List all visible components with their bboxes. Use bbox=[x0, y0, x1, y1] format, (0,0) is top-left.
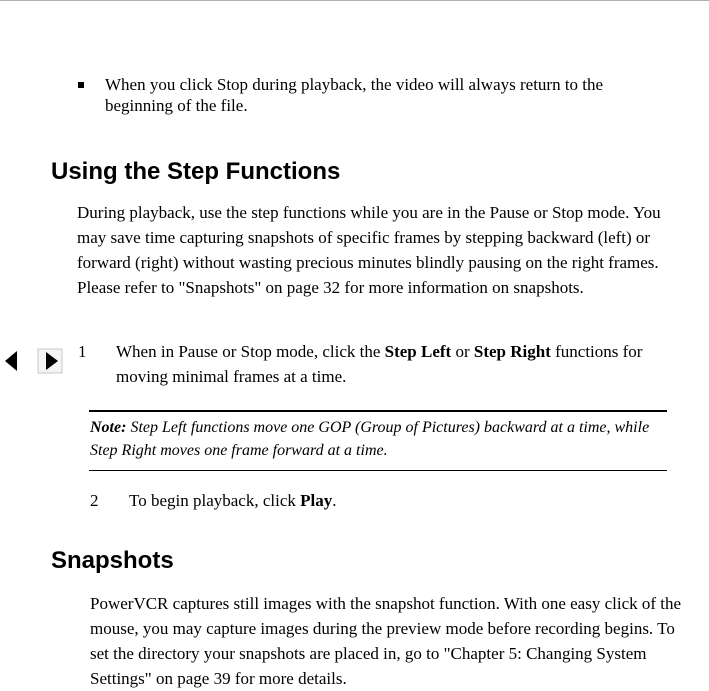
step-right-icon bbox=[37, 348, 63, 374]
step-2-text-before: To begin playback, click bbox=[129, 491, 301, 510]
bullet-text: When you click Stop during playback, the video will always return to the beginning of the file. bbox=[105, 75, 604, 115]
step-functions-paragraph: During playback, use the step functions while you are in the Pause or Stop mode. You may save time capturing snapshots of specific frames by stepping backward (left) or forward (right) without wasting precious minutes blindly pausing on the right frames. Please refer to "Snapshots" on page 32 for more information on snapshots. bbox=[77, 203, 661, 297]
note-top-rule bbox=[89, 410, 667, 412]
step-2-text-after: . bbox=[332, 491, 337, 510]
step-left-icon bbox=[2, 348, 20, 374]
note-label: Note: bbox=[90, 419, 127, 436]
step-1-text-before: When in Pause or Stop mode, click the bbox=[116, 342, 385, 361]
play-label: Play bbox=[300, 491, 333, 510]
snapshots-paragraph: PowerVCR captures still images with the snapshot function. With one easy click of the mouse, you may capture images during the preview mode before recording begins. To set the directory your snapshots are placed in, go to "Chapter 5: Changing System Settings" on page 39 for more details. bbox=[90, 594, 682, 688]
note-bottom-rule bbox=[89, 470, 667, 471]
section-heading-step-functions: Using the Step Functions bbox=[51, 158, 341, 185]
section-heading-snapshots: Snapshots bbox=[51, 547, 174, 574]
step-2-text bbox=[129, 488, 629, 513]
step-1-number: 1 bbox=[78, 342, 87, 361]
bullet-marker bbox=[78, 82, 84, 88]
step-buttons-illustration bbox=[0, 348, 64, 374]
step-left-label: Step Left bbox=[384, 342, 452, 361]
step-2-number: 2 bbox=[90, 491, 99, 510]
step-1-text-or: or bbox=[451, 342, 474, 361]
step-right-label: Step Right bbox=[473, 342, 551, 361]
note-text: Step Left functions move one GOP (Group of Pictures) backward at a time, while Step Right moves one frame forward at a time. bbox=[90, 419, 650, 459]
step-1-text-after: functions for moving minimal frames at a time. bbox=[116, 342, 643, 386]
page-top-rule bbox=[0, 0, 709, 1]
note-box bbox=[90, 416, 670, 462]
step-1-text bbox=[116, 339, 676, 389]
